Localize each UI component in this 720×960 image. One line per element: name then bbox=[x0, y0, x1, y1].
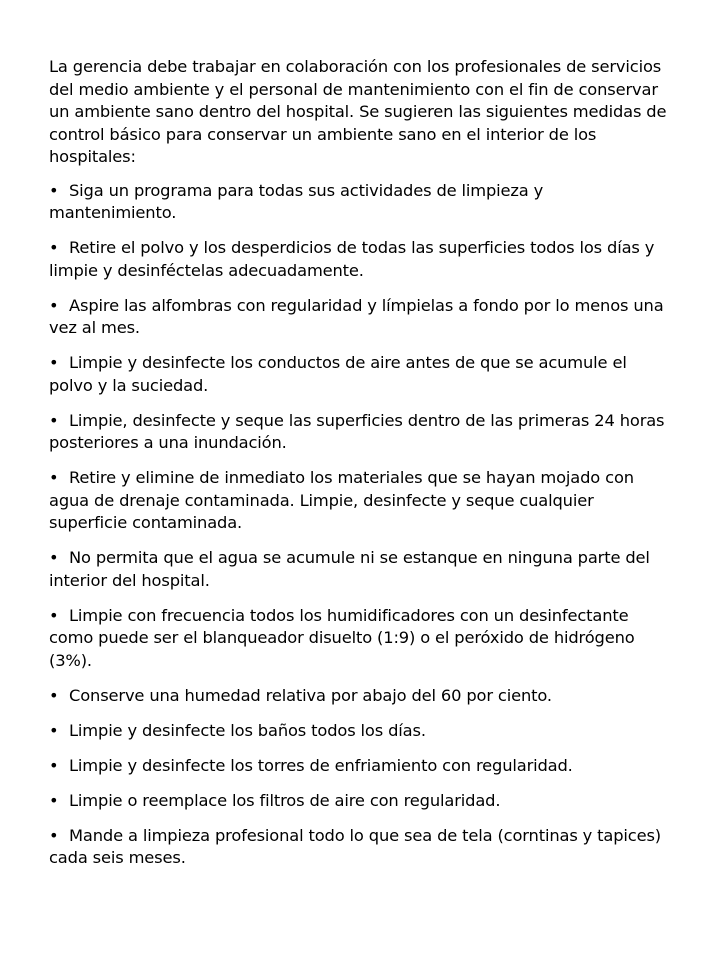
list-item bbox=[49, 605, 673, 673]
list-item-text: Limpie y desinfecte los baños todos los días. bbox=[69, 720, 426, 740]
control-measures-list bbox=[49, 180, 673, 870]
bullet-icon: • bbox=[49, 825, 59, 845]
list-item bbox=[49, 467, 673, 535]
bullet-icon: • bbox=[49, 548, 59, 567]
bullet-icon: • bbox=[49, 180, 59, 200]
bullet-icon: • bbox=[49, 790, 59, 810]
list-item bbox=[49, 685, 673, 708]
list-item-text: Conserve una humedad relativa por abajo del 60 por ciento. bbox=[69, 685, 552, 705]
list-item bbox=[49, 825, 673, 870]
bullet-icon: • bbox=[49, 353, 59, 372]
list-item bbox=[49, 720, 673, 743]
list-item bbox=[49, 295, 673, 340]
bullet-icon: • bbox=[49, 720, 59, 740]
list-item-text: Mande a limpieza profesional todo lo que sea de tela (corntinas y tapices) cada seis meses. bbox=[49, 825, 662, 867]
list-item-text: Limpie y desinfecte los conductos de aire antes de que se acumule el polvo y la suciedad. bbox=[49, 353, 627, 395]
list-item-text: Limpie, desinfecte y seque las superficies dentro de las primeras 24 horas posteriores a una inundación. bbox=[49, 410, 665, 452]
bullet-icon: • bbox=[49, 410, 59, 430]
intro-paragraph: La gerencia debe trabajar en colaboración con los profesionales de servicios del medio ambiente y el personal de mantenimiento con el fin de conservar un ambiente sano dentro del hospital. Se sugieren las siguientes medidas de control básico para conservar un ambiente sano en el interior de los hospitales: bbox=[49, 57, 667, 166]
list-item-text: Retire el polvo y los desperdicios de todas las superficies todos los días y limpie y desinféctelas adecuadamente. bbox=[49, 238, 655, 280]
document-page bbox=[49, 56, 673, 882]
list-item bbox=[49, 180, 673, 225]
list-item bbox=[49, 547, 673, 592]
list-item-text: Limpie con frecuencia todos los humidificadores con un desinfectante como puede ser el blanqueador disuelto (1:9) o el peróxido de hidrógeno (3%). bbox=[49, 605, 635, 670]
list-item-text: Retire y elimine de inmediato los materiales que se hayan mojado con agua de drenaje contaminada. Limpie, desinfecte y seque cualquier superficie contaminada. bbox=[49, 468, 634, 532]
list-item bbox=[49, 410, 673, 455]
list-item-text: Limpie o reemplace los filtros de aire con regularidad. bbox=[69, 790, 501, 810]
list-item-text: Aspire las alfombras con regularidad y límpielas a fondo por lo menos una vez al mes. bbox=[49, 295, 664, 337]
list-item bbox=[49, 755, 673, 778]
bullet-icon: • bbox=[49, 238, 59, 257]
bullet-icon: • bbox=[49, 295, 59, 315]
list-item-text: No permita que el agua se acumule ni se estanque en ninguna parte del interior del hospital. bbox=[49, 548, 650, 590]
list-item bbox=[49, 352, 673, 397]
list-item bbox=[49, 237, 673, 282]
bullet-icon: • bbox=[49, 755, 59, 775]
bullet-icon: • bbox=[49, 468, 59, 487]
list-item-text: Siga un programa para todas sus actividades de limpieza y mantenimiento. bbox=[49, 180, 544, 222]
list-item bbox=[49, 790, 673, 813]
bullet-icon: • bbox=[49, 685, 59, 705]
bullet-icon: • bbox=[49, 605, 59, 625]
list-item-text: Limpie y desinfecte los torres de enfriamiento con regularidad. bbox=[69, 755, 573, 775]
